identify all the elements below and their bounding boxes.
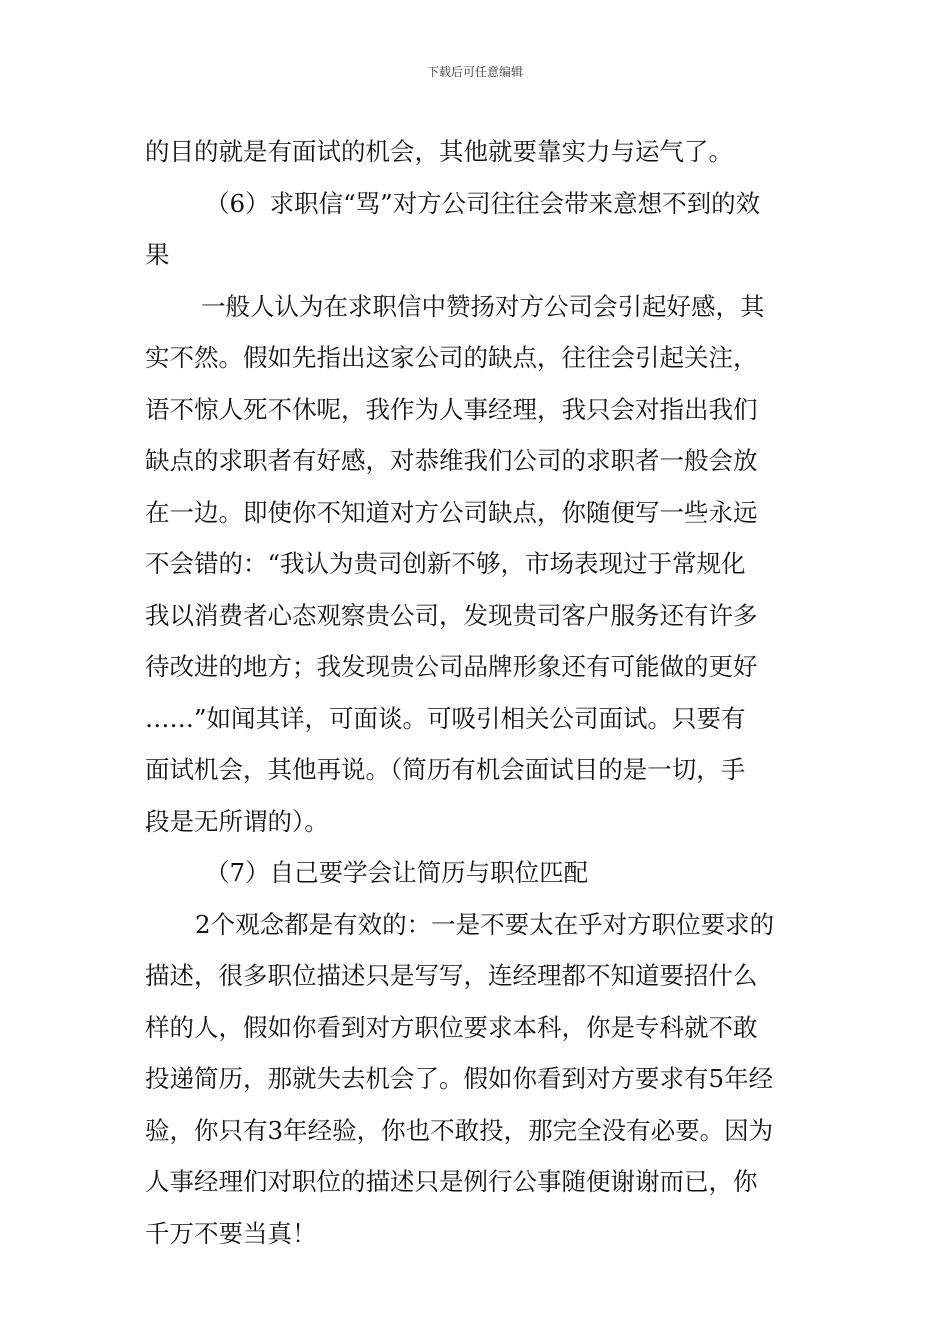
text-line: 的目的就是有面试的机会，其他就要靠实力与运气了。 xyxy=(145,137,733,166)
text-line: 我以消费者心态观察贵公司，发现贵司客户服务还有许多 xyxy=(145,600,758,630)
text-line: 语不惊人死不休呢，我作为人事经理，我只会对指出我们 xyxy=(145,394,758,424)
text-line: 果 xyxy=(145,240,170,269)
page-header: 下载后可任意编辑 xyxy=(426,65,523,79)
text-line: 描述，很多职位描述只是写写，连经理都不知道要招什么 xyxy=(145,961,758,990)
text-line: 段是无所谓的）。 xyxy=(145,806,329,836)
paragraph-start: 一般人认为在求职信中赞扬对方公司会引起好感，其 xyxy=(201,291,765,321)
document-body xyxy=(145,126,807,1259)
text-line: 在一边。即使你不知道对方公司缺点，你随便写一些永远 xyxy=(145,497,758,527)
text-line: 实不然。假如先指出这家公司的缺点，往往会引起关注， xyxy=(145,343,758,372)
text-line: 不会错的：“我认为贵司创新不够，市场表现过于常规化 xyxy=(145,549,746,578)
section-heading-7: （7）自己要学会让简历与职位匹配 xyxy=(205,858,589,887)
text-line: 待改进的地方；我发现贵公司品牌形象还有可能做的更好 xyxy=(145,652,758,681)
text-line: 千万不要当真！ xyxy=(145,1218,317,1248)
text-line: 投递简历，那就失去机会了。假如你看到对方要求有5年经 xyxy=(145,1064,774,1093)
text-line: 验，你只有3年经验，你也不敢投，那完全没有必要。因为 xyxy=(145,1115,774,1145)
section-heading-6: （6）求职信“骂”对方公司往往会带来意想不到的效 xyxy=(205,188,761,218)
text-line: ……”如闻其详，可面谈。可吸引相关公司面试。只要有 xyxy=(145,703,746,733)
text-line: 面试机会，其他再说。（简历有机会面试目的是一切，手 xyxy=(145,755,746,784)
paragraph-start: 2个观念都是有效的：一是不要太在乎对方职位要求的 xyxy=(195,909,775,939)
text-line: 样的人，假如你看到对方职位要求本科，你是专科就不敢 xyxy=(145,1012,758,1042)
text-line: 人事经理们对职位的描述只是例行公事随便谢谢而已，你 xyxy=(145,1167,758,1196)
text-line: 缺点的求职者有好感，对恭维我们公司的求职者一般会放 xyxy=(145,446,758,475)
